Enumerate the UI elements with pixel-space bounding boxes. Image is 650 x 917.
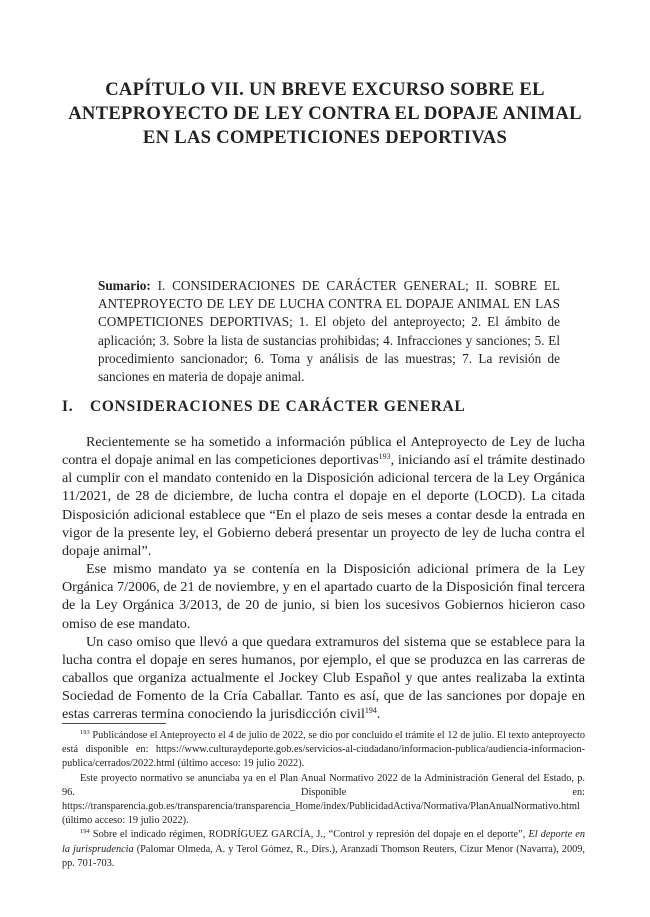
footnote-193-text: Publicándose el Anteproyecto el 4 de julio de 2022, se dio por concluido el trámite el 12 de julio. El texto anteproyecto está disponible en: https://www.culturaydeporte.gob.es/servicios-al-ciudadano/informacion-publica/audiencia-informacion-publica/cerrados/2022.html (último acceso: 19 julio 2022).	[62, 730, 585, 770]
footnote-194-text-b: (Palomar Olmeda, A. y Terol Gómez, R., Dirs.), Aranzadi Thomson Reuters, Cizur Menor (Navarra), 2009, pp. 701-703.	[62, 843, 585, 869]
footnotes	[62, 729, 585, 871]
chapter-title-line-3: EN LAS COMPETICIONES DEPORTIVAS	[142, 127, 508, 148]
section-title: CONSIDERACIONES DE CARÁCTER GENERAL	[90, 398, 466, 415]
paragraph-3-text-a: Un caso omiso que llevó a que quedara extramuros del sistema que se establece para la lucha contra el dopaje en seres humanos, por ejemplo, el que se produzca en las carreras de caballos que organiza actualmente el Jockey Club Español y que antes realizaba la extinta Sociedad de Fomento de la Cría Caballar. Tanto es así, que de las sanciones por dopaje en estas carreras termina conociendo la jurisdicción civil	[62, 633, 585, 723]
paragraph-1-text-b: , iniciando así el trámite destinado al cumplir con el mandato contenido en la Disposición adicional tercera de la Ley Orgánica 11/2021, de 28 de diciembre, de lucha contra el dopaje en el deporte (LOCD). La citada Disposición adicional establece que “En el plazo de seis meses a contar desde la entrada en vigor de la presente ley, el Gobierno deberá presentar un proyecto de ley de lucha contra el dopaje animal”.	[62, 452, 585, 559]
footnote-ref-193[interactable]: 193	[378, 452, 391, 462]
summary-text: I. CONSIDERACIONES DE CARÁCTER GENERAL; II. SOBRE EL ANTEPROYECTO DE LEY DE LUCHA CONTRA EL DOPAJE ANIMAL EN LAS COMPETICIONES DEPORTIVAS; 1. El objeto del anteproyecto; 2. El ámbito de aplicación; 3. Sobre la lista de sustancias prohibidas; 4. Infracciones y sanciones; 5. El procedimiento sancionador; 6. Toma y análisis de las muestras; 7. La revisión de sanciones en materia de dopaje animal.	[98, 278, 560, 385]
footnote-193	[62, 729, 585, 772]
chapter-title-line-1: CAPÍTULO VII. UN BREVE EXCURSO SOBRE EL	[105, 79, 545, 100]
paragraph-1	[62, 433, 585, 560]
footnote-194-number: 194	[80, 828, 90, 836]
footnote-194-text-a: Sobre el indicado régimen, RODRÍGUEZ GARCÍA, J., “Control y represión del dopaje en el deporte”,	[89, 829, 529, 841]
section-heading	[62, 398, 582, 416]
chapter-title-line-2: ANTEPROYECTO DE LEY CONTRA EL DOPAJE ANIMAL	[68, 103, 582, 124]
chapter-summary	[98, 277, 560, 386]
footnote-divider	[62, 723, 166, 724]
paragraph-2: Ese mismo mandato ya se contenía en la Disposición adicional primera de la Ley Orgánica 7/2006, de 21 de noviembre, y en el apartado cuarto de la Disposición final tercera de la Ley Orgánica 3/2013, de 20 de junio, si bien los sucesivos Gobiernos hicieron caso omiso de ese mandato.	[62, 561, 585, 632]
body-text	[62, 433, 585, 724]
footnote-194-italic-title: El deporte en la jurisprudencia	[62, 829, 585, 855]
paragraph-1-text-a: Recientemente se ha sometido a información pública el Anteproyecto de Ley de lucha contra el dopaje animal en las competiciones deportivas	[62, 434, 585, 469]
footnote-193-continuation: Este proyecto normativo se anunciaba ya en el Plan Anual Normativo 2022 de la Administración General del Estado, p. 96. Disponible en: https://transparencia.gob.es/transparencia/transparencia_Home/index/PublicidadActiva/Normativa/PlanAnualNormativo.html (último acceso: 19 julio 2022).	[62, 772, 585, 827]
footnote-193-number: 193	[80, 729, 90, 736]
chapter-title	[60, 78, 590, 150]
footnote-194	[62, 828, 585, 871]
section-number: I.	[62, 398, 74, 415]
summary-label: Sumario:	[98, 278, 151, 293]
paragraph-3	[62, 633, 585, 724]
footnote-ref-194[interactable]: 194	[364, 706, 377, 716]
paragraph-3-text-b: .	[376, 706, 381, 723]
